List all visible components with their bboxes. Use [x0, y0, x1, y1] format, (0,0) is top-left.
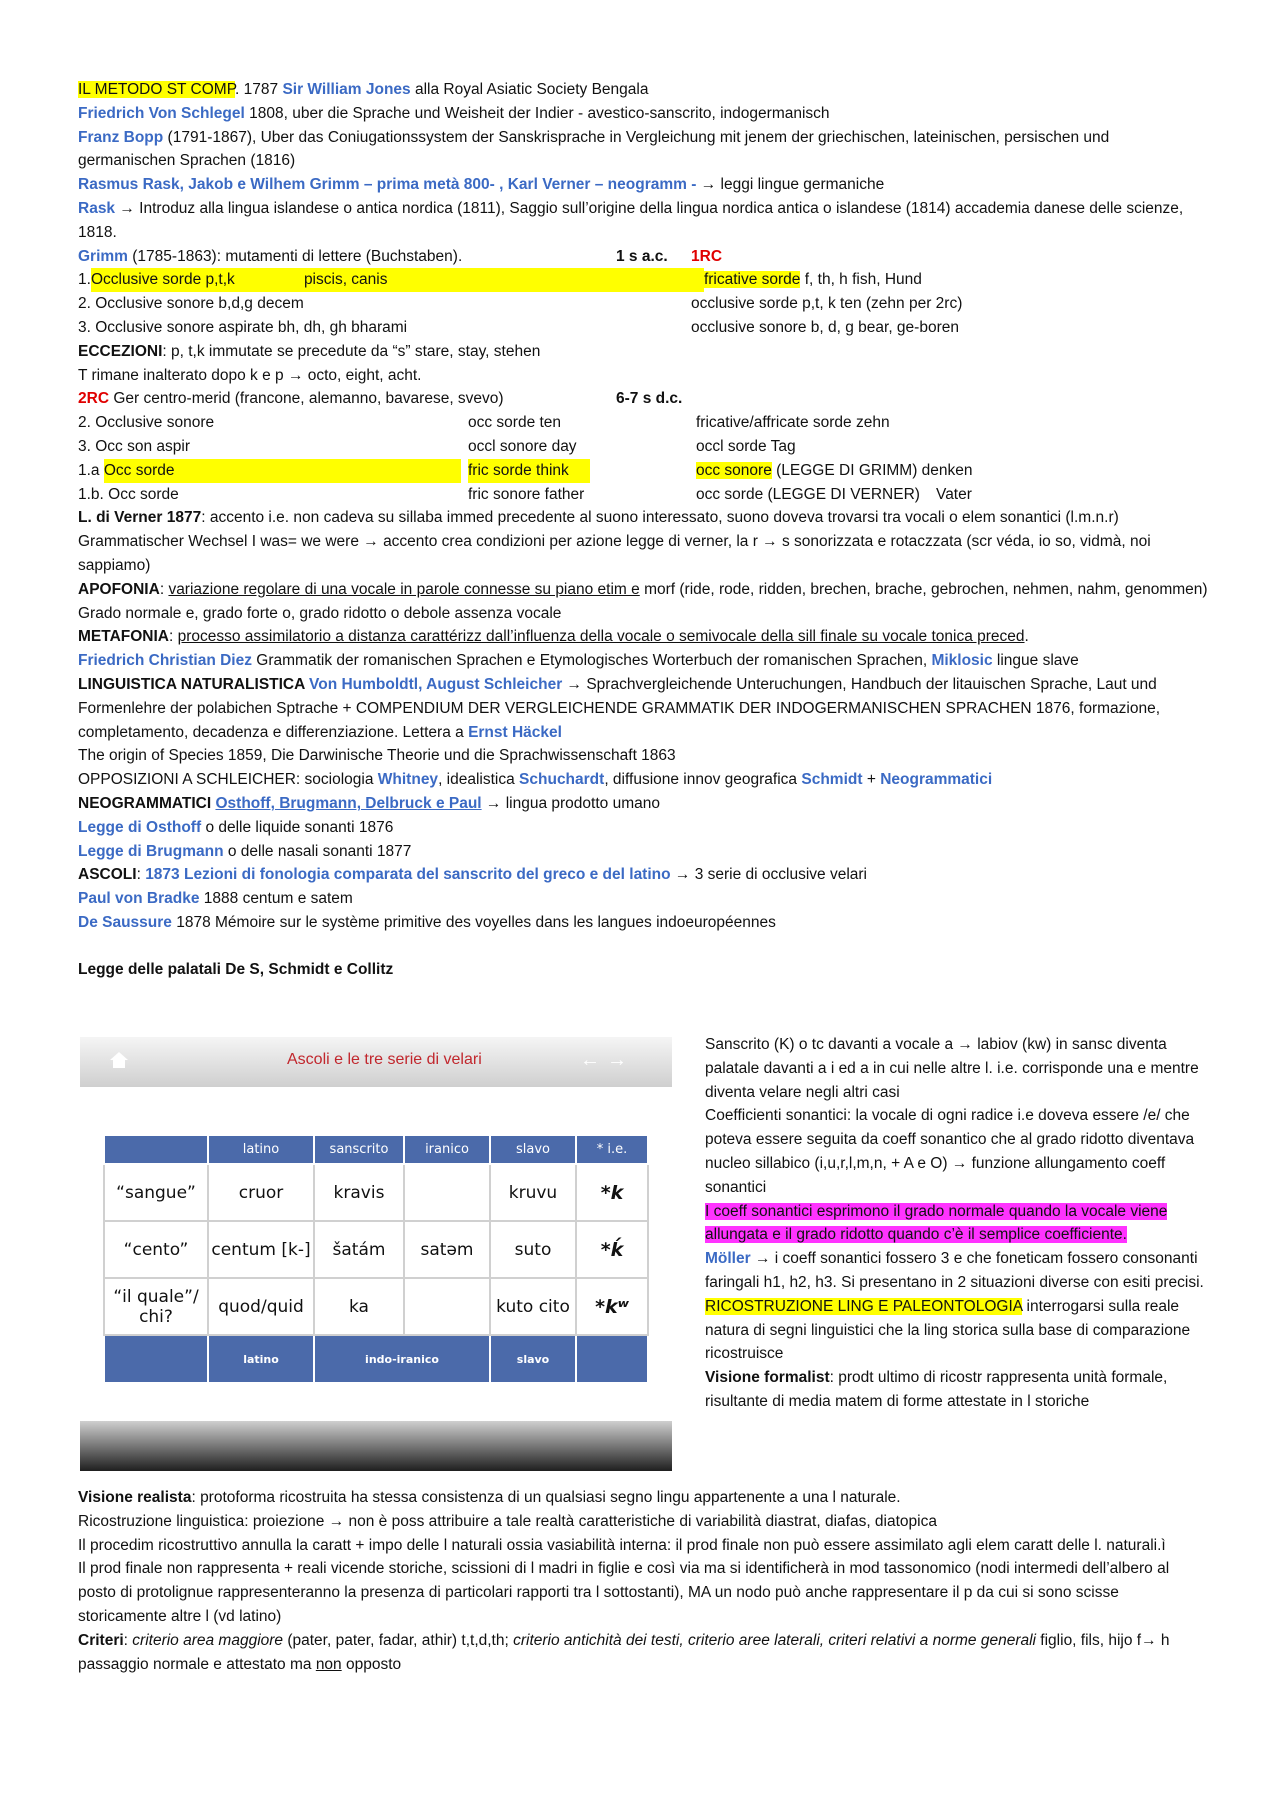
side-moller: Möller → i coeff sonantici fossero 3 e che foneticam fossero consonanti faringali h1, h2, h3. Si presentano in 2 situazioni diverse con esiti precisi. — [705, 1250, 1204, 1291]
velari-slide-figure — [80, 1037, 672, 1471]
line-grado: Grado normale e, grado forte o, grado ridotto o debole assenza vocale — [78, 604, 562, 622]
table-row: “il quale”/ chi? quod/quid ka kuto cito *kʷ — [104, 1278, 648, 1335]
line-brugmann: Legge di Brugmann o delle nasali sonanti 1877 — [78, 842, 412, 860]
line-verner: L. di Verner 1877: accento i.e. non cadeva su sillaba immed precedente al suono interessato, suono doveva trovarsi tra vocali o elem sonantici (l.m.n.r) — [78, 509, 1119, 527]
line-2rc-c: 1.a Occ sorde fric sorde think occ sonore (LEGGE DI GRIMM) denken — [78, 459, 1208, 483]
table-header-row: latino sanscrito iranico slavo * i.e. — [104, 1135, 648, 1164]
line-eccezioni: ECCEZIONI: p, t,k immutate se precedute da “s” stare, stay, stehen — [78, 342, 541, 360]
slide-title: Ascoli e le tre serie di velari — [287, 1051, 482, 1068]
line-2rc-b: 3. Occ son aspir occl sonore day occl sorde Tag — [78, 437, 796, 455]
section-heading-palatali: Legge delle palatali De S, Schmidt e Collitz — [78, 961, 394, 979]
side-formalist: Visione formalist: prodt ultimo di ricostr rappresenta unità formale, risultante di media matem di forme attestate in l storiche — [705, 1369, 1168, 1410]
line-saussure: De Saussure 1878 Mémoire sur le système primitive des voyelles dans les langues indoeuropéennes — [78, 913, 776, 931]
side-ricostruzione: RICOSTRUZIONE LING E PALEONTOLOGIA interrogarsi sulla reale natura di segni linguistici che la ling storica sulla base di comparazione ricostruisce — [705, 1297, 1191, 1363]
line-bradke: Paul von Bradke 1888 centum e satem — [78, 890, 353, 908]
line-origin: The origin of Species 1859, Die Darwinische Theorie und die Sprachwissenschaft 1863 — [78, 747, 676, 765]
line-diez: Friedrich Christian Diez Grammatik der romanischen Sprachen e Etymologisches Worterbuch der romanischen Sprachen, Miklosic lingue slave — [78, 652, 1079, 670]
line-opposizioni: OPPOSIZIONI A SCHLEICHER: sociologia Whitney, idealistica Schuchardt, diffusione innov geografica Schmidt + Neogrammatici — [78, 771, 993, 789]
line-2rc-d: 1.b. Occ sorde fric sonore father occ sorde (LEGGE DI VERNER) Vater — [78, 485, 972, 503]
procedimento: Il procedim ricostruttivo annulla la caratt + impo delle l naturali ossia vasiabilità interna: il prod finale non può essere assimilato agli elem caratt delle l. naturali.ì — [78, 1536, 1166, 1554]
slide-footer — [80, 1421, 672, 1471]
ricostruzione-linguistica: Ricostruzione linguistica: proiezione → non è poss attribuire a tale realtà caratteristiche di variabilità diastrat, diafas, diatopica — [78, 1512, 937, 1530]
table-row: “sangue” cruor kravis kruvu *k — [104, 1164, 648, 1221]
line-rask: Rask → Introduz alla lingua islandese o antica nordica (1811), Saggio sull’origine della lingua nordica antica o islandese (1814) accademia danese delle scienze, 1818. — [78, 199, 1184, 241]
velari-table — [103, 1134, 649, 1384]
line-naturalistica: LINGUISTICA NATURALISTICA Von Humboldtl, August Schleicher → Sprachvergleichende Unteruchungen, Handbuch der litauischen Sprache, Laut und Formenlehre der polabichen Sptrache + COMPENDIUM DER VERGLEICHENDE GRAMMATIK DER INDOGERMANISCHEN SPRACHEN 1876, formazione, completamento, decadenza e differenziazione. Lettera a Ernst Häckel — [78, 675, 1161, 741]
line-metafonia: METAFONIA: processo assimilatorio a distanza carattérizz dall’influenza della vocale o semivocale della sill finale su vocale tonica preced. — [78, 628, 1029, 646]
table-row: “cento” centum [k-] šatám satəm suto *ḱ — [104, 1221, 648, 1278]
slide-header — [80, 1037, 672, 1087]
arrow-left-icon: ← — [580, 1049, 600, 1071]
line-2rc: 2RC Ger centro-merid (francone, alemanno, bavarese, svevo) 6-7 s d.c. — [78, 390, 683, 408]
table-footer-row: latino indo-iranico slavo — [104, 1335, 648, 1383]
line-osthoff: Legge di Osthoff o delle liquide sonanti 1876 — [78, 818, 394, 836]
line-occlusive-2: 2. Occlusive sonore b,d,g decem occlusive sorde p,t, k ten (zehn per 2rc) — [78, 295, 963, 313]
line-t-rimane: T rimane inalterato dopo k e p → octo, eight, acht. — [78, 366, 422, 384]
line-occlusive-3: 3. Occlusive sonore aspirate bh, dh, gh bharami occlusive sonore b, d, g bear, ge-boren — [78, 318, 959, 336]
line-ascoli: ASCOLI: 1873 Lezioni di fonologia comparata del sanscrito del greco e del latino → 3 serie di occlusive velari — [78, 866, 868, 884]
line-metodo: IL METODO ST COMP. 1787 Sir William Jones alla Royal Asiatic Society Bengala — [78, 81, 649, 98]
side-column — [705, 1033, 1210, 1414]
prod-finale: Il prod finale non rappresenta + reali vicende storiche, scissioni di l madri in figlie e così via ma si identificherà in mod tassonomico (nodi intermedi dell’albero al posto di protolignue rappresenteranno la presenza di particolari rapporti tra l sottostanti), MA un nodo può anche rappresentare il p da cui si sono scisse storicamente altre l (vd latino) — [78, 1560, 1170, 1625]
side-sanscrito: Sanscrito (K) o tc davanti a vocale a → labiov (kw) in sansc diventa palatale davanti a i ed a in cui nelle altre l. i.e. corrisponde una e mentre diventa velare negli altri casi — [705, 1036, 1199, 1101]
line-occlusive-1: 1.Occlusive sorde p,t,k piscis, canis fricative sorde f, th, h fish, Hund — [78, 268, 1208, 292]
line-neogrammatici: NEOGRAMMATICI Osthoff, Brugmann, Delbruck e Paul → lingua prodotto umano — [78, 794, 660, 812]
title-highlight: IL METODO ST COMP — [78, 81, 236, 98]
home-icon — [110, 1052, 128, 1060]
line-2rc-a: 2. Occlusive sonore occ sorde ten fricative/affricate sorde zehn — [78, 414, 890, 432]
notes-body — [78, 78, 1208, 982]
visione-realista: Visione realista: protoforma ricostruita ha stessa consistenza di un qualsiasi segno lingu appartenente a una l naturale. — [78, 1489, 901, 1506]
line-grimm: Grimm (1785-1863): mutamenti di lettere (Buchstaben). 1 s a.c. 1RC — [78, 247, 723, 265]
line-rask-grimm: Rasmus Rask, Jakob e Wilhem Grimm – prima metà 800- , Karl Verner – neogramm - → leggi lingue germaniche — [78, 176, 885, 194]
bottom-section — [78, 1486, 1208, 1676]
line-apofonia: APOFONIA: variazione regolare di una vocale in parole connesse su piano etim e morf (ride, rode, ridden, brechen, brache, gebrochen, nehmen, nahm, genommen) — [78, 580, 1208, 598]
arrow-right-icon: → — [607, 1049, 627, 1071]
line-schlegel: Friedrich Von Schlegel 1808, uber die Sprache und Weisheit der Indier - avestico-sanscrito, indogermanisch — [78, 104, 830, 122]
side-coeff-highlight: I coeff sonantici esprimono il grado normale quando la vocale viene allungata e il grado ridotto quando c’è il semplice coefficiente. — [705, 1202, 1168, 1244]
side-coefficienti: Coefficienti sonantici: la vocale di ogni radice i.e doveva essere /e/ che poteva essere seguita da coeff sonantico che al grado ridotto diventava nucleo sillabico (i,u,r,l,m,n, + A e O) → funzione allungamento coeff sonantici — [705, 1107, 1195, 1196]
criteri: Criteri: criterio area maggiore (pater, pater, fadar, athir) t,t,d,th; criterio antichità dei testi, criterio aree laterali, criteri relativi a norme generali figlio, fils, hijo f→ h passaggio normale e attestato ma non opposto — [78, 1631, 1170, 1673]
line-bopp: Franz Bopp (1791-1867), Uber das Coniugationssystem der Sanskrisprache in Vergleichung mit jenem der griechischen, lateinischen, persischen und germanischen Sprachen (1816) — [78, 128, 1110, 170]
line-wechsel: Grammatischer Wechsel I was= we were → accento crea condizioni per azione legge di verner, la r → s sonorizzata e rotaczzata (scr véda, io so, vidmà, noi sappiamo) — [78, 533, 1151, 574]
